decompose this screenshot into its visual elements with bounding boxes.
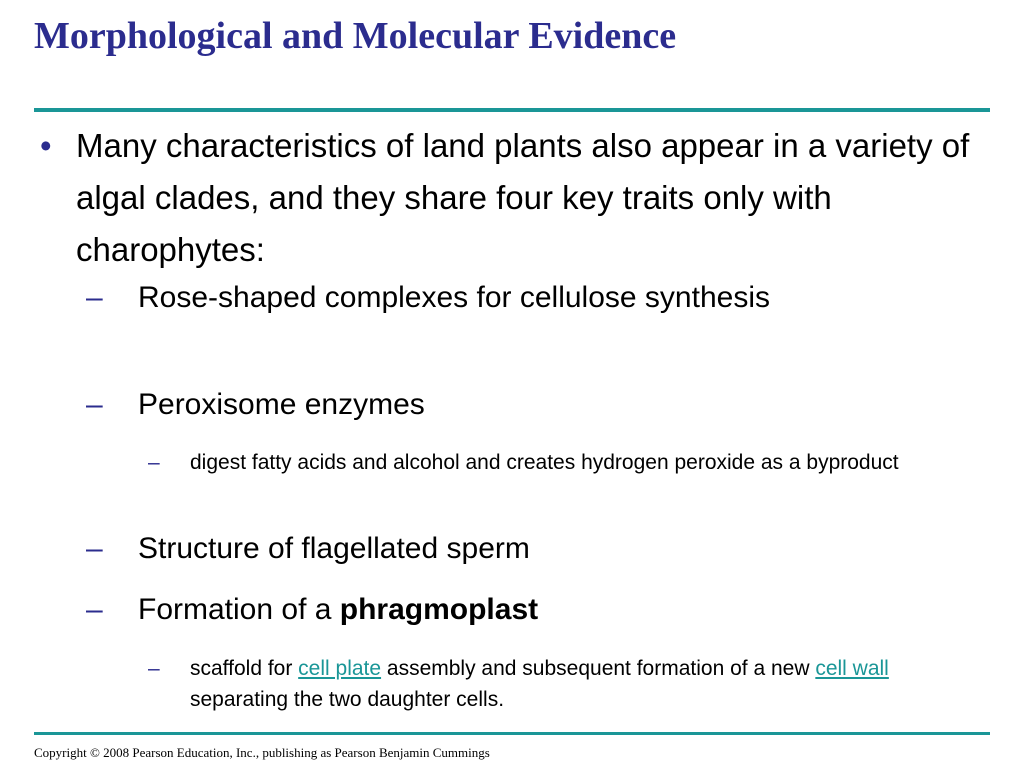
main-bullet — [40, 120, 980, 276]
sub-bullet-phragmoplast — [86, 586, 976, 633]
sub-bullet-peroxisome-enzymes — [86, 381, 976, 428]
sub-bullet-text — [138, 586, 976, 633]
title-divider — [34, 108, 990, 112]
dash-marker: – — [86, 532, 103, 565]
main-bullet-text: Many characteristics of land plants also appear in a variety of algal clades, and they share four key traits only with charophytes: — [76, 127, 970, 268]
detail-text-middle: assembly and subsequent formation of a new — [381, 657, 816, 680]
bullet-marker: • — [40, 127, 52, 164]
sub-sub-bullet-phragmoplast-detail — [148, 653, 978, 715]
sub-bullet-text: Peroxisome enzymes — [138, 388, 425, 421]
dash-marker: – — [86, 388, 103, 421]
detail-text-suffix: separating the two daughter cells. — [190, 688, 505, 711]
sub-bullet-text: Rose-shaped complexes for cellulose synthesis — [138, 281, 770, 314]
footer-divider — [34, 732, 990, 735]
dash-marker: – — [86, 593, 103, 626]
copyright-footer: Copyright © 2008 Pearson Education, Inc., publishing as Pearson Benjamin Cummings — [34, 745, 490, 760]
dash-marker: – — [148, 451, 160, 474]
cell-plate-link[interactable]: cell plate — [298, 657, 382, 680]
sub-sub-bullet-text: digest fatty acids and alcohol and creates hydrogen peroxide as a byproduct — [190, 451, 899, 474]
dash-marker: – — [148, 657, 160, 680]
slide-title: Morphological and Molecular Evidence — [34, 15, 677, 57]
sub-bullet-rose-shaped-complexes — [86, 274, 976, 321]
sub-bullet-text-prefix: Formation of a — [138, 593, 340, 626]
sub-bullet-flagellated-sperm — [86, 525, 976, 572]
sub-sub-bullet-peroxisome-detail — [148, 447, 978, 478]
phragmoplast-term: phragmoplast — [339, 593, 539, 626]
dash-marker: – — [86, 281, 103, 314]
sub-sub-bullet-text — [190, 653, 978, 715]
sub-bullet-text: Structure of flagellated sperm — [138, 532, 530, 565]
detail-text-prefix: scaffold for — [190, 657, 299, 680]
cell-wall-link[interactable]: cell wall — [815, 657, 889, 680]
